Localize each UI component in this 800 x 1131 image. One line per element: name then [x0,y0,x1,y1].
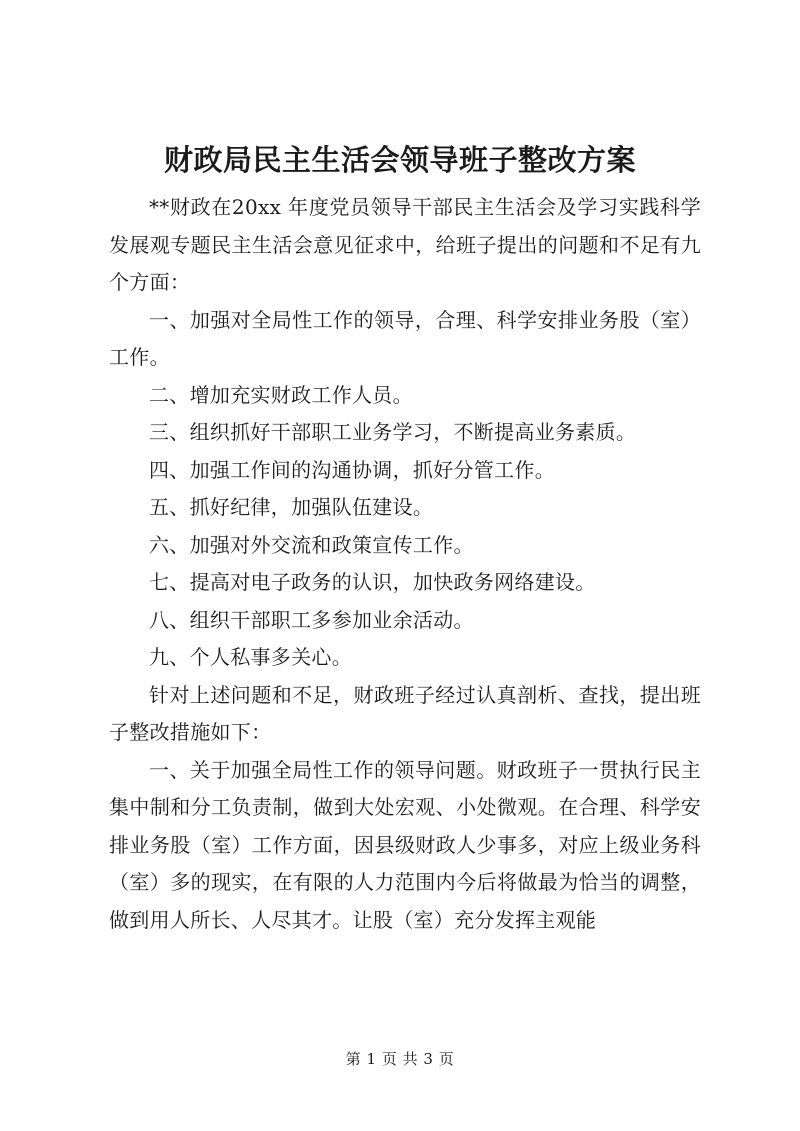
document-body [109,189,701,939]
issue-item-9: 九、个人私事多关心。 [149,645,352,669]
measure-item-1: 一、关于加强全局性工作的领导问题。财政班子一贯执行民主集中制和分工负责制，做到大处宏观、小处微观。在合理、科学安排业务股（室）工作方面，因县级财政人少事多，对应上级业务科（室）多的现实，在有限的人力范围内今后将做最为恰当的调整，做到用人所长、人尽其才。让股（室）充分发挥主观能 [109,757,701,932]
issue-item-3: 三、组织抓好干部职工业务学习，不断提高业务素质。 [149,420,637,444]
issue-item-7: 七、提高对电子政务的认识，加快政务网络建设。 [149,570,596,594]
issue-item-8: 八、组织干部职工多参加业余活动。 [149,607,474,632]
measures-intro-paragraph: 针对上述问题和不足，财政班子经过认真剖析、查找，提出班子整改措施如下： [109,682,701,744]
issue-item-4: 四、加强工作间的沟通协调，抓好分管工作。 [149,457,555,482]
issue-item-1: 一、加强对全局性工作的领导，合理、科学安排业务股（室）工作。 [109,307,701,369]
intro-paragraph: **财政在20xx 年度党员领导干部民主生活会及学习实践科学发展观专题民主生活会意见征求中，给班子提出的问题和不足有九个方面： [109,195,701,294]
issue-item-2: 二、增加充实财政工作人员。 [149,382,413,407]
document-title: 财政局民主生活会领导班子整改方案 [163,143,636,177]
page-number-footer: 第 1 页 共 3 页 [345,1050,455,1068]
issue-item-6: 六、加强对外交流和政策宣传工作。 [149,532,474,557]
issue-item-5: 五、抓好纪律，加强队伍建设。 [149,495,434,519]
